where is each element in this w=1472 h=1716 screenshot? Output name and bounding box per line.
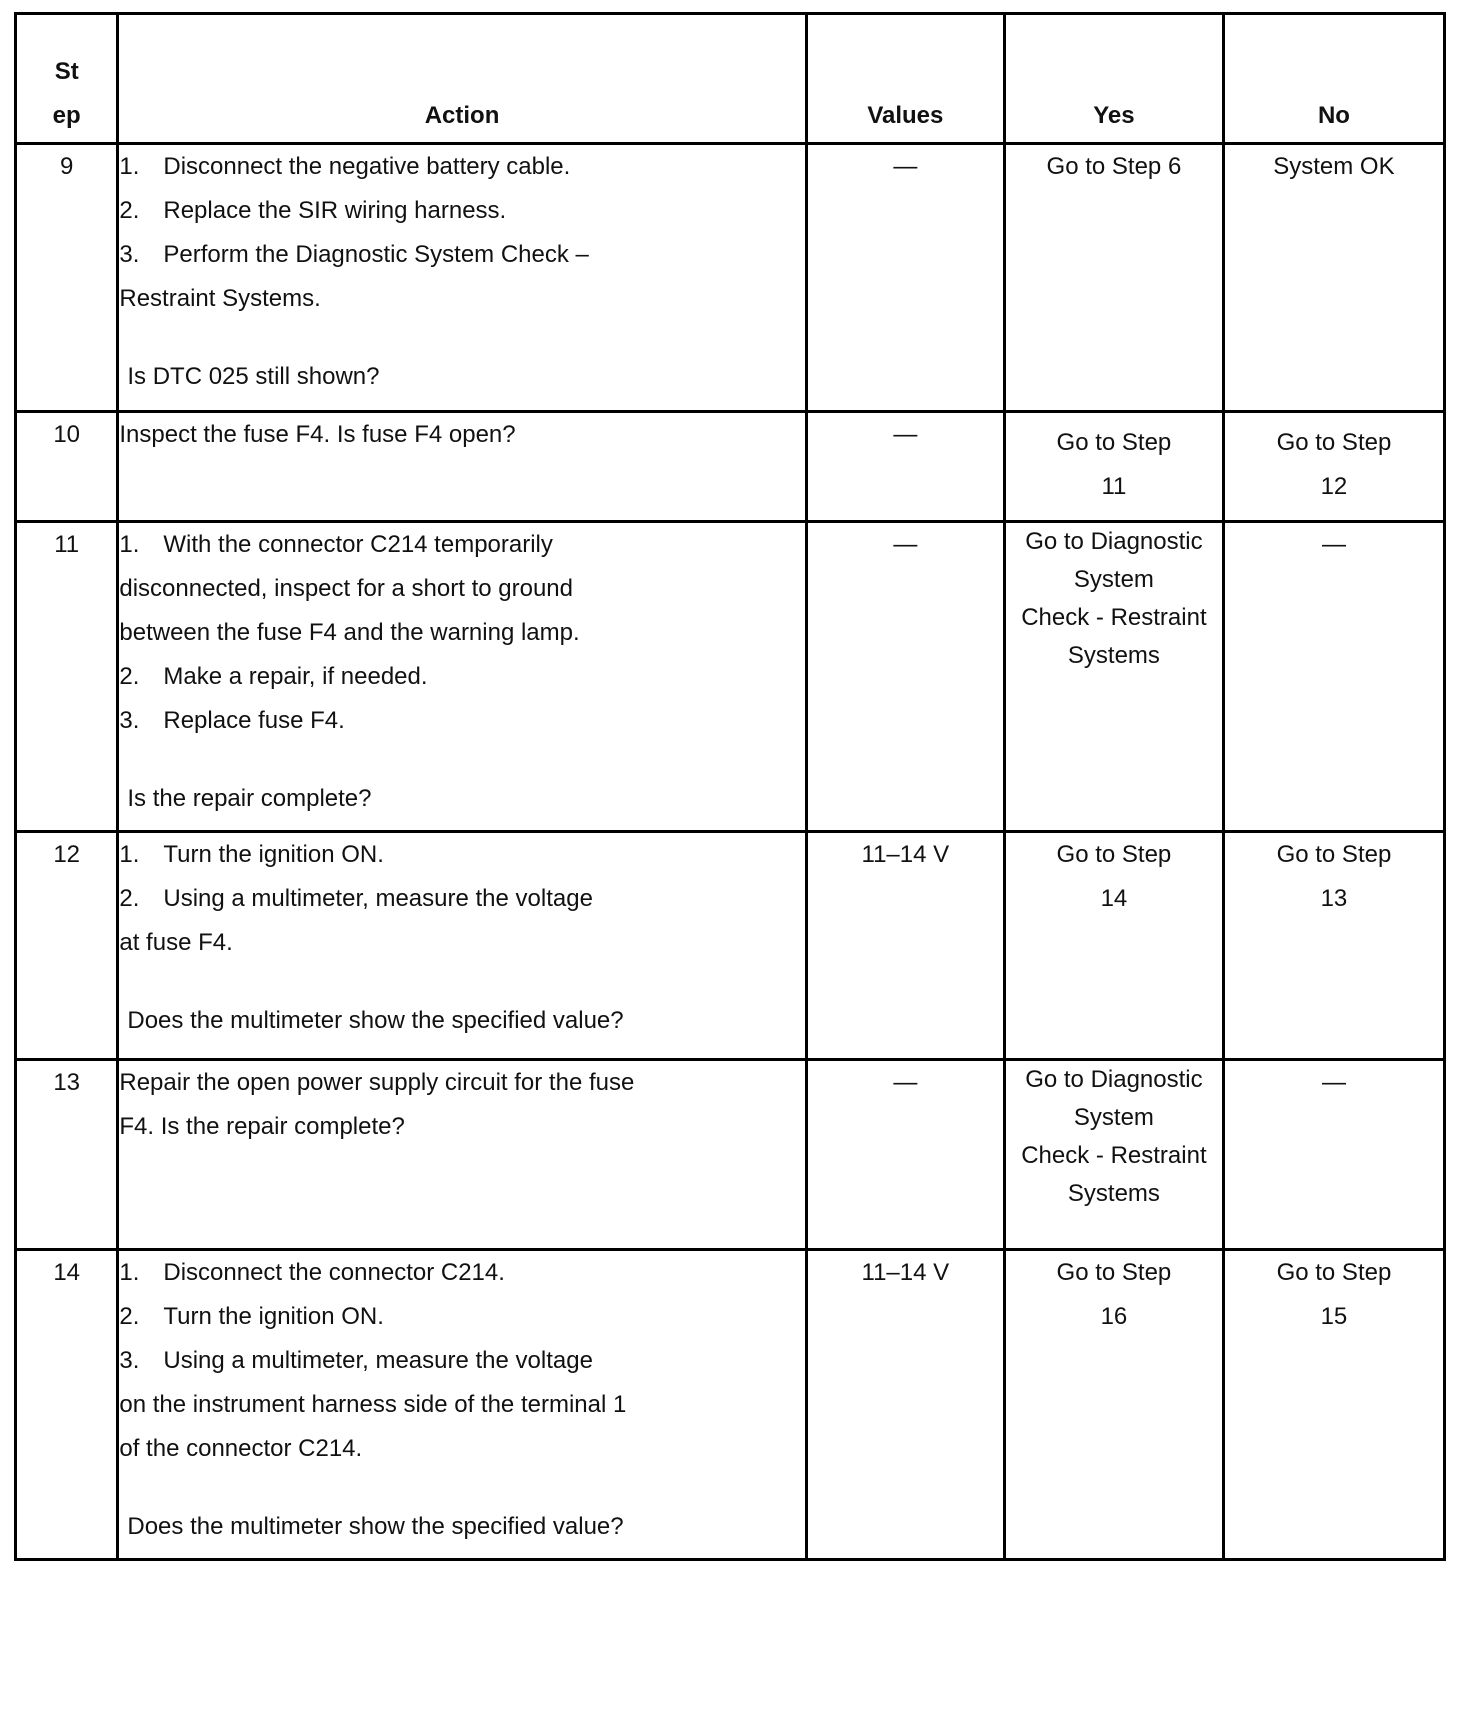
values-cell: 11–14 V xyxy=(806,1250,1004,1560)
yes-cell xyxy=(1004,412,1223,522)
yes-outcome xyxy=(1006,421,1222,509)
action-line-text: Using a multimeter, measure the voltage xyxy=(163,1347,593,1374)
yes-outcome-line: Go to Step xyxy=(1056,429,1172,456)
no-outcome-line: System OK xyxy=(1273,153,1395,180)
action-line-number: 3. xyxy=(119,241,140,268)
table-row xyxy=(16,522,1445,832)
yes-outcome-line: Go to Diagnostic xyxy=(1025,1066,1203,1093)
no-outcome-line: — xyxy=(1321,531,1346,558)
header-row xyxy=(16,14,1445,144)
table-row xyxy=(16,832,1445,1060)
action-question: Does the multimeter show the specified value? xyxy=(127,1513,624,1540)
yes-cell xyxy=(1004,1060,1223,1250)
table-row xyxy=(16,412,1445,522)
action-question: Is the repair complete? xyxy=(127,785,372,812)
yes-cell xyxy=(1004,832,1223,1060)
yes-outcome xyxy=(1006,145,1222,189)
action-cell xyxy=(118,1250,806,1560)
yes-outcome-line: 14 xyxy=(1100,885,1128,912)
diagnostic-table xyxy=(14,12,1446,1561)
yes-outcome-line: 16 xyxy=(1100,1303,1128,1330)
action-line xyxy=(119,833,804,877)
action-line xyxy=(119,655,804,699)
action-line-text: Turn the ignition ON. xyxy=(163,1303,384,1330)
step-header-line-2: ep xyxy=(52,102,81,129)
action-line xyxy=(119,877,804,921)
action-line xyxy=(119,1427,804,1471)
no-cell xyxy=(1223,522,1444,832)
action-line xyxy=(119,277,804,321)
no-cell xyxy=(1223,412,1444,522)
yes-cell xyxy=(1004,1250,1223,1560)
no-cell xyxy=(1223,144,1444,412)
action-line-number: 2. xyxy=(119,885,140,912)
yes-outcome xyxy=(1006,833,1222,921)
values-cell: 11–14 V xyxy=(806,832,1004,1060)
yes-outcome-line: Go to Step xyxy=(1056,841,1172,868)
yes-outcome-line: Check - Restraint xyxy=(1021,1142,1207,1169)
no-outcome-line: 15 xyxy=(1320,1303,1348,1330)
action-line-number: 1. xyxy=(119,1259,140,1286)
table-row xyxy=(16,1250,1445,1560)
action-line xyxy=(119,1295,804,1339)
action-line-text: of the connector C214. xyxy=(119,1435,363,1462)
action-line-text: Replace fuse F4. xyxy=(163,707,345,734)
action-line xyxy=(119,233,804,277)
action-column-header: Action xyxy=(118,14,806,144)
action-line xyxy=(119,523,804,567)
yes-outcome-line: Check - Restraint xyxy=(1021,604,1207,631)
yes-outcome-line: Systems xyxy=(1067,642,1160,669)
action-line xyxy=(119,1105,804,1149)
action-cell xyxy=(118,144,806,412)
action-line-number: 1. xyxy=(119,841,140,868)
action-line xyxy=(119,699,804,743)
no-column-header: No xyxy=(1223,14,1444,144)
action-line-text: Replace the SIR wiring harness. xyxy=(163,197,507,224)
action-line xyxy=(119,1383,804,1427)
action-line-text: Disconnect the negative battery cable. xyxy=(163,153,571,180)
action-line-text: Perform the Diagnostic System Check – xyxy=(163,241,589,268)
yes-outcome-line: 11 xyxy=(1101,473,1127,500)
values-cell: — xyxy=(806,144,1004,412)
no-cell xyxy=(1223,1060,1444,1250)
action-question: Is DTC 025 still shown? xyxy=(127,363,380,390)
yes-outcome-line: System xyxy=(1073,566,1154,593)
no-outcome-line: Go to Step xyxy=(1276,429,1392,456)
yes-outcome-line: Go to Step 6 xyxy=(1046,153,1182,180)
table-row xyxy=(16,144,1445,412)
yes-outcome xyxy=(1006,1251,1222,1339)
action-line xyxy=(119,413,804,457)
action-line-number: 3. xyxy=(119,1347,140,1374)
action-line-text: on the instrument harness side of the terminal 1 xyxy=(119,1391,627,1418)
action-line xyxy=(119,189,804,233)
action-line xyxy=(119,1061,804,1105)
action-line-text: Using a multimeter, measure the voltage xyxy=(163,885,593,912)
action-cell xyxy=(118,522,806,832)
action-line-text: With the connector C214 temporarily xyxy=(163,531,553,558)
action-line-text: Make a repair, if needed. xyxy=(163,663,428,690)
step-number: 13 xyxy=(16,1060,118,1250)
action-cell xyxy=(118,412,806,522)
action-line-text: Turn the ignition ON. xyxy=(163,841,384,868)
step-number: 14 xyxy=(16,1250,118,1560)
action-line xyxy=(119,145,804,189)
no-outcome-line: 13 xyxy=(1320,885,1348,912)
action-line xyxy=(119,567,804,611)
action-cell xyxy=(118,832,806,1060)
yes-column-header: Yes xyxy=(1004,14,1223,144)
action-line-text: Repair the open power supply circuit for the fuse xyxy=(119,1069,635,1096)
action-line-number: 1. xyxy=(119,531,140,558)
action-line xyxy=(119,1251,804,1295)
action-line-number: 3. xyxy=(119,707,140,734)
values-cell: — xyxy=(806,1060,1004,1250)
no-cell xyxy=(1223,832,1444,1060)
yes-outcome-line: Go to Diagnostic xyxy=(1025,528,1203,555)
step-number: 9 xyxy=(16,144,118,412)
values-cell: — xyxy=(806,522,1004,832)
no-outcome-line: Go to Step xyxy=(1276,841,1392,868)
yes-cell xyxy=(1004,522,1223,832)
action-line xyxy=(119,1339,804,1383)
no-outcome-line: 12 xyxy=(1320,473,1348,500)
action-cell xyxy=(118,1060,806,1250)
action-question: Does the multimeter show the specified value? xyxy=(127,1007,624,1034)
step-number: 10 xyxy=(16,412,118,522)
action-line-text: Disconnect the connector C214. xyxy=(163,1259,505,1286)
step-number: 12 xyxy=(16,832,118,1060)
action-line-text: Restraint Systems. xyxy=(119,285,321,312)
yes-cell xyxy=(1004,144,1223,412)
yes-outcome-line: Systems xyxy=(1067,1180,1160,1207)
action-line-text: disconnected, inspect for a short to ground xyxy=(119,575,573,602)
action-line-number: 2. xyxy=(119,1303,140,1330)
table-row xyxy=(16,1060,1445,1250)
values-column-header: Values xyxy=(806,14,1004,144)
action-line xyxy=(119,611,804,655)
action-line-text: Inspect the fuse F4. Is fuse F4 open? xyxy=(119,421,516,448)
yes-outcome xyxy=(1006,1061,1222,1213)
action-line-number: 1. xyxy=(119,153,140,180)
no-outcome-line: Go to Step xyxy=(1276,1259,1392,1286)
step-header-line-1: St xyxy=(54,58,79,85)
step-number: 11 xyxy=(16,522,118,832)
action-line-number: 2. xyxy=(119,197,140,224)
no-cell xyxy=(1223,1250,1444,1560)
table-body xyxy=(16,144,1445,1560)
action-line-text: between the fuse F4 and the warning lamp. xyxy=(119,619,580,646)
action-line-number: 2. xyxy=(119,663,140,690)
values-cell: — xyxy=(806,412,1004,522)
step-column-header xyxy=(16,14,118,144)
no-outcome-line: — xyxy=(1321,1069,1346,1096)
action-line-text: F4. Is the repair complete? xyxy=(119,1113,405,1140)
action-line xyxy=(119,921,804,965)
yes-outcome xyxy=(1006,523,1222,675)
yes-outcome-line: System xyxy=(1073,1104,1154,1131)
action-line-text: at fuse F4. xyxy=(119,929,233,956)
yes-outcome-line: Go to Step xyxy=(1056,1259,1172,1286)
